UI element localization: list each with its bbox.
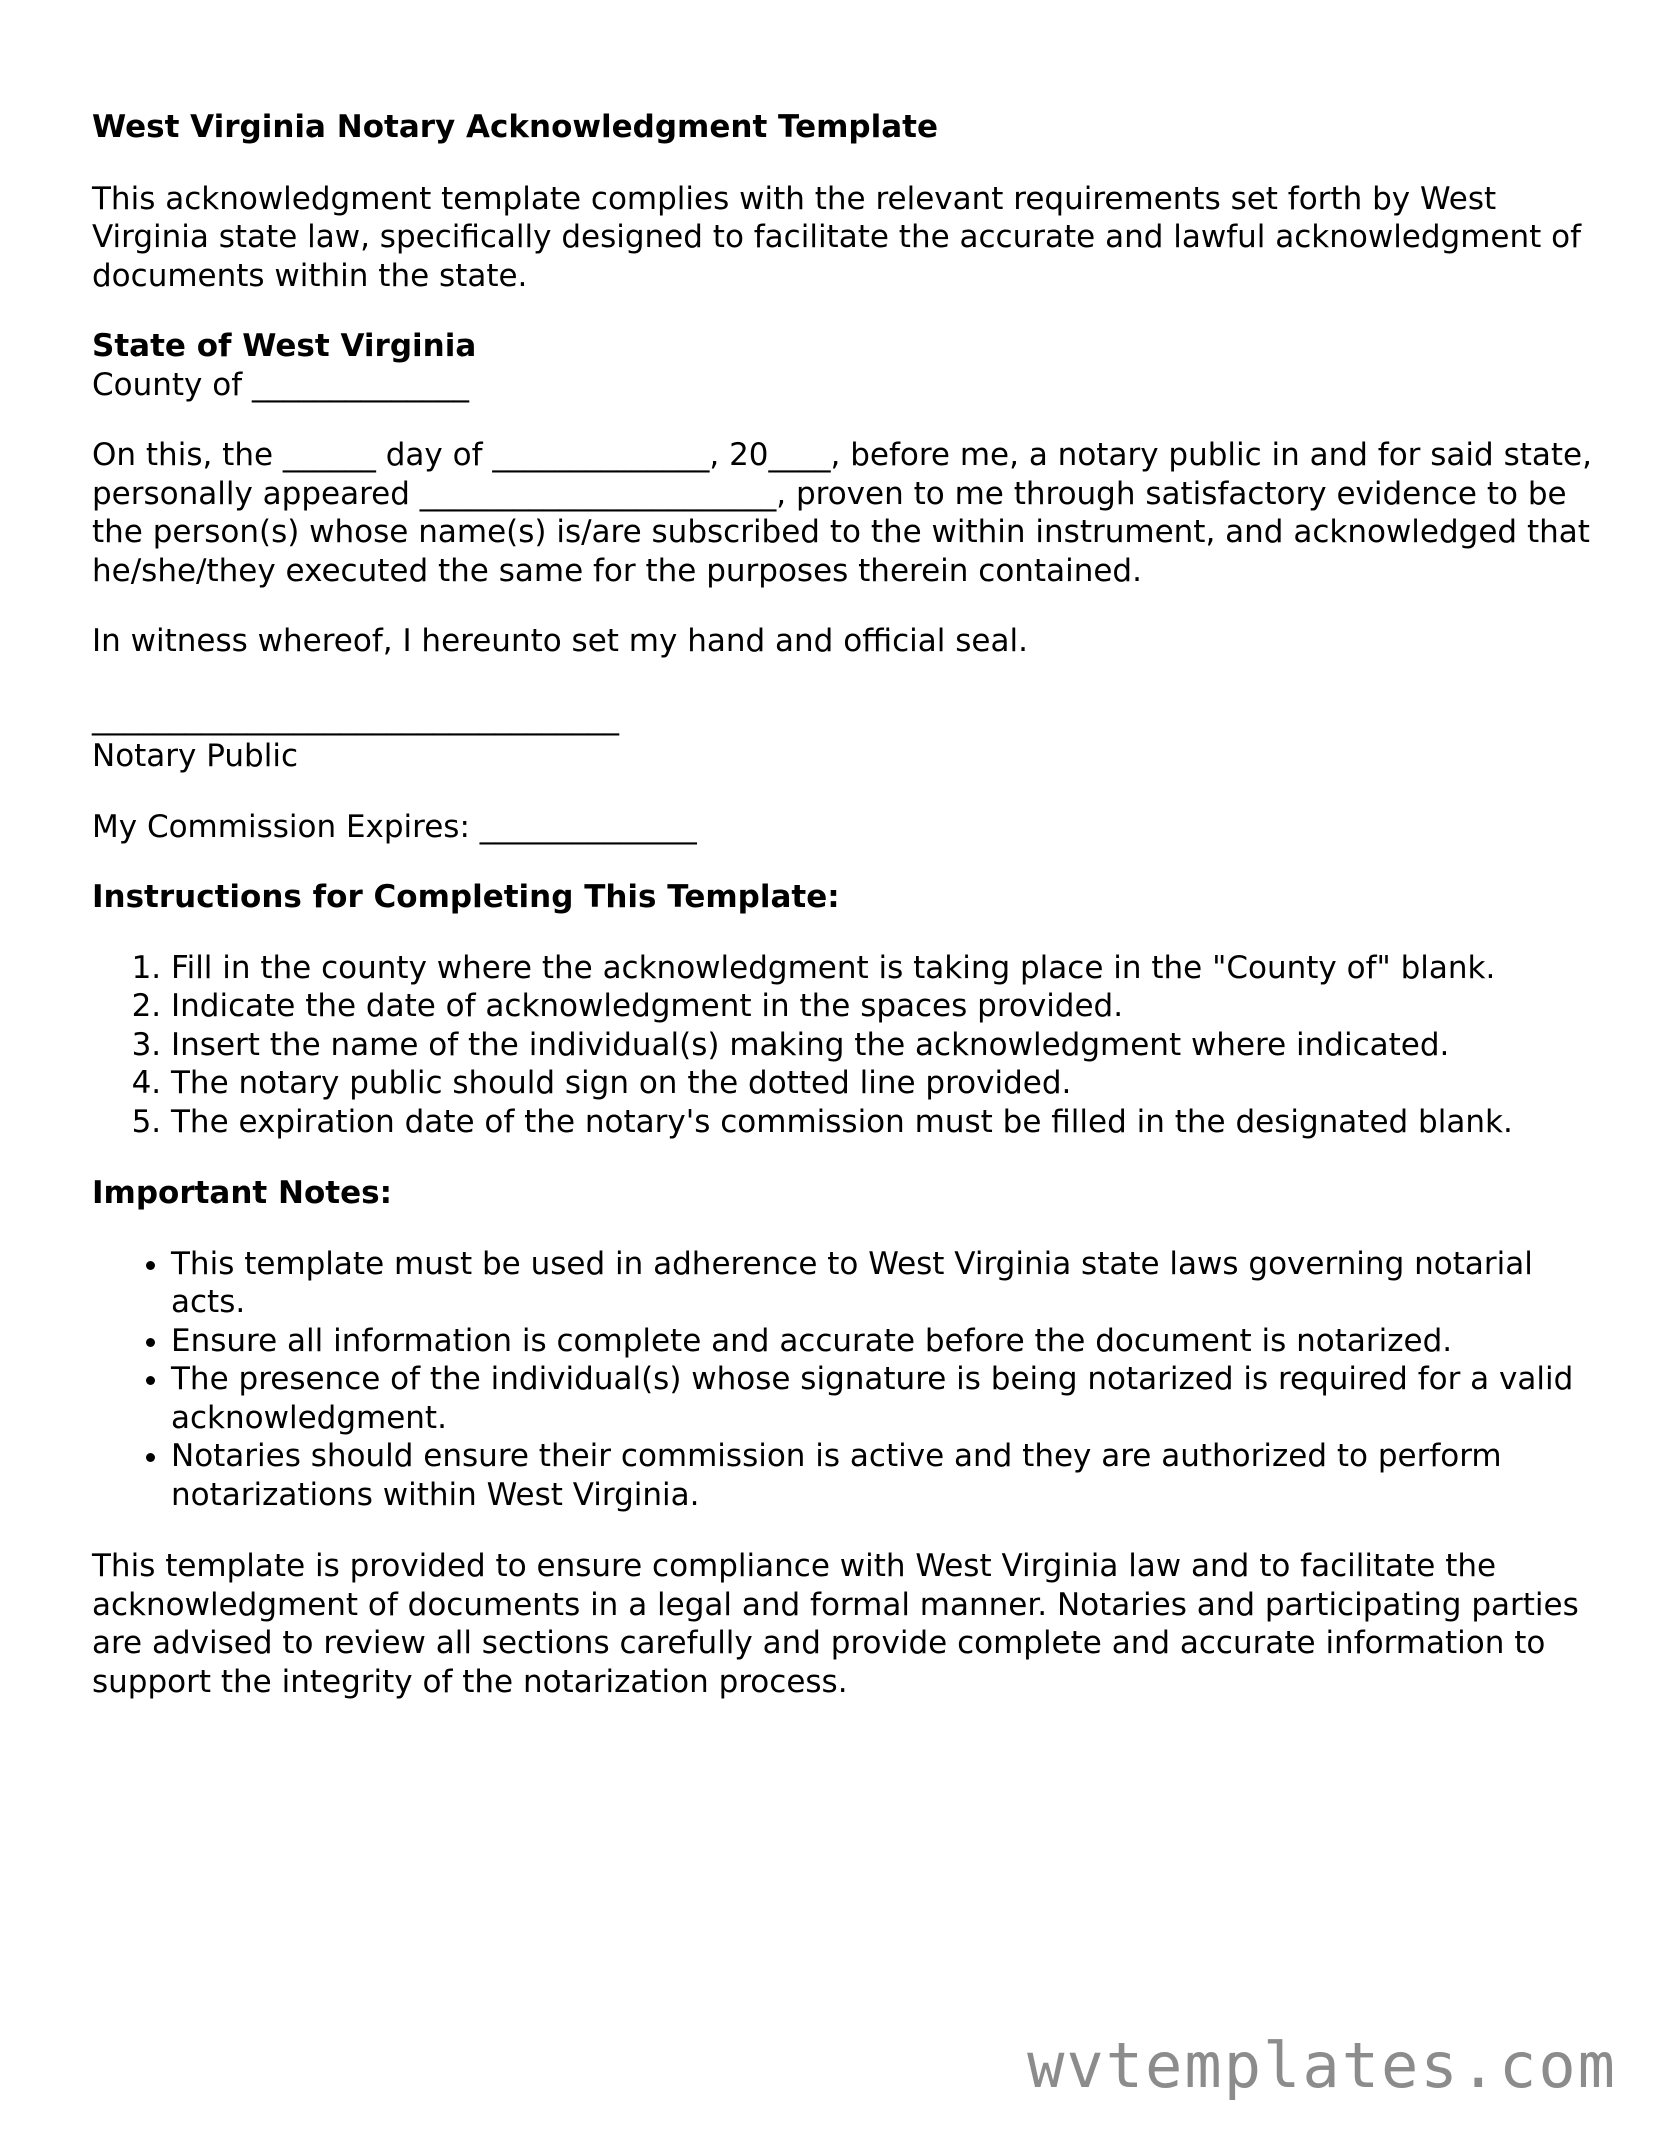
acknowledgment-paragraph: On this, the ______ day of ______________, 20____, before me, a notary public in and for said state, personally appeared _______________________, proven to me through satisfactory evidence to be the person(s) whose name(s) is/are subscribed to the within instrument, and acknowledged that he/she/they executed the same for the purposes therein contained. <box>92 437 1592 589</box>
list-item: • Ensure all information is complete and accurate before the document is notarized. <box>171 1322 1592 1361</box>
list-item: 4. The notary public should sign on the dotted line provided. <box>171 1064 1592 1103</box>
list-item: 2. Indicate the date of acknowledgment in the spaces provided. <box>171 987 1592 1026</box>
notes-heading: Important Notes: <box>92 1175 392 1211</box>
state-heading: State of West Virginia <box>92 328 477 364</box>
document-title: West Virginia Notary Acknowledgment Template <box>92 109 938 145</box>
commission-line: My Commission Expires: ______________ <box>92 808 697 845</box>
instructions-heading: Instructions for Completing This Template: <box>92 879 840 915</box>
county-line: County of ______________ <box>92 366 469 403</box>
intro-paragraph: This acknowledgment template complies with the relevant requirements set forth by West Virginia state law, specifically designed to facilitate the accurate and lawful acknowledgment of documents within the state. <box>92 180 1582 294</box>
list-item: • Notaries should ensure their commission is active and they are authorized to perform notarizations within West Virginia. <box>171 1437 1592 1514</box>
list-item: • This template must be used in adherence to West Virginia state laws governing notarial acts. <box>171 1245 1592 1322</box>
list-item: 1. Fill in the county where the acknowledgment is taking place in the "County of" blank. <box>171 949 1592 988</box>
list-item: 3. Insert the name of the individual(s) making the acknowledgment where indicated. <box>171 1026 1592 1065</box>
notes-list <box>92 1245 1592 1515</box>
document-page <box>92 108 1592 1733</box>
closing-paragraph: This template is provided to ensure compliance with West Virginia law and to facilitate the acknowledgment of documents in a legal and formal manner. Notaries and participating parties are advised to review all sections carefully and provide complete and accurate information to support the integrity of the notarization process. <box>92 1548 1579 1700</box>
list-item: • The presence of the individual(s) whose signature is being notarized is required for a valid acknowledgment. <box>171 1360 1592 1437</box>
venue-block <box>92 327 1592 404</box>
signature-label: Notary Public <box>92 738 298 774</box>
watermark: wvtemplates.com <box>1027 2029 1617 2102</box>
witness-line: In witness whereof, I hereunto set my hand and official seal. <box>92 623 1028 659</box>
signature-line: __________________________________ <box>92 699 619 736</box>
instructions-list <box>92 949 1592 1142</box>
signature-block <box>92 699 1592 776</box>
list-item: 5. The expiration date of the notary's commission must be filled in the designated blank. <box>171 1103 1592 1142</box>
